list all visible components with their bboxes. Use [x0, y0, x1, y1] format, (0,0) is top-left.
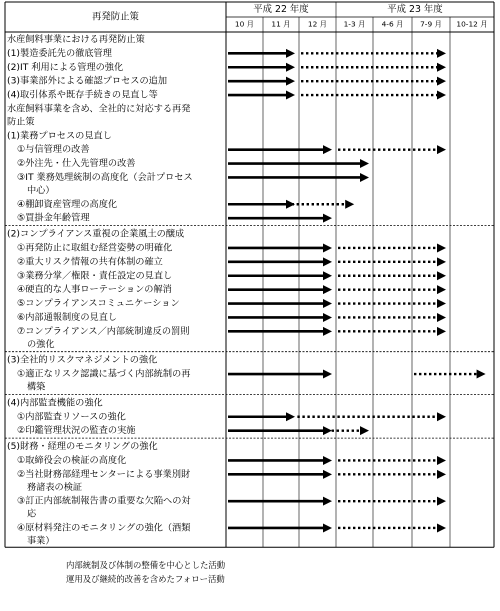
follow-up-arrow	[338, 257, 446, 266]
implementation-arrow	[228, 257, 332, 266]
arrow-head	[437, 271, 446, 280]
item-label: 水産飼料事業を含め、全社的に対応する再発	[7, 103, 191, 115]
follow-up-arrow	[301, 63, 446, 72]
item-label: ①与信管理の改善	[17, 144, 90, 156]
follow-up-arrow	[338, 313, 446, 322]
implementation-arrow	[228, 173, 369, 182]
implementation-arrow	[228, 159, 369, 168]
arrow-head	[437, 327, 446, 336]
fy-header: 平成 22 年度	[253, 4, 309, 15]
arrow-head	[323, 285, 332, 294]
item-label: ③IT 業務処理統制の高度化（会計プロセス	[17, 171, 193, 183]
item-label: (2)IT 利用による管理の強化	[7, 61, 124, 73]
implementation-arrow	[228, 49, 295, 58]
legend-label: 内部統制及び体制の整備を中心とした活動	[66, 559, 226, 570]
month-header: 11 月	[271, 19, 291, 29]
month-header: 1-3 月	[343, 19, 366, 29]
item-label: 務諸表の検証	[27, 481, 83, 493]
item-label: (2)コンプライアンス重視の企業風土の醸成	[7, 228, 185, 240]
month-header: 7-9 月	[420, 19, 442, 29]
arrow-head	[323, 299, 332, 308]
arrow-head	[437, 91, 446, 100]
month-header: 10-12 月	[456, 19, 488, 29]
arrow-head	[437, 145, 446, 154]
arrow-head	[323, 214, 332, 223]
arrow-head	[477, 370, 486, 379]
item-label: 防止策	[7, 116, 35, 128]
implementation-arrow	[228, 370, 332, 379]
arrow-head	[437, 470, 446, 479]
arrow-head	[360, 159, 369, 168]
implementation-arrow	[228, 523, 332, 532]
item-label: ③訂正内部統制報告書の重要な欠陥への対	[17, 495, 191, 507]
follow-up-arrow	[338, 285, 446, 294]
follow-up-arrow	[297, 412, 446, 421]
follow-up-arrow	[301, 77, 446, 86]
follow-up-arrow	[338, 523, 446, 532]
follow-up-arrow	[338, 456, 446, 465]
arrow-head	[323, 456, 332, 465]
arrow-head	[437, 257, 446, 266]
implementation-arrow	[228, 91, 295, 100]
implementation-arrow	[228, 200, 295, 209]
arrow-head	[437, 63, 446, 72]
item-label: (4)内部監査機能の強化	[7, 397, 103, 409]
item-label: 事業）	[27, 535, 55, 547]
arrow-head	[286, 63, 295, 72]
month-header: 4-6 月	[381, 19, 404, 29]
implementation-arrow	[228, 299, 332, 308]
arrow-head	[323, 497, 332, 506]
follow-up-arrow	[301, 91, 446, 100]
follow-up-arrow	[301, 49, 446, 58]
item-label: (1)業務プロセスの見直し	[7, 130, 112, 142]
arrow-head	[437, 497, 446, 506]
item-label: (3)事業部外による確認プロセスの追加	[7, 75, 168, 87]
implementation-arrow	[228, 285, 332, 294]
follow-up-arrow	[338, 327, 446, 336]
arrow-head	[323, 243, 332, 252]
item-label: ②重大リスク情報の共有体制の確立	[17, 256, 163, 268]
implementation-arrow	[228, 145, 332, 154]
implementation-arrow	[228, 243, 332, 252]
item-label: ④硬直的な人事ローテーションの解消	[17, 284, 172, 296]
item-label: ③業務分掌／権限・責任設定の見直し	[17, 270, 173, 282]
follow-up-arrow	[287, 200, 355, 209]
item-label: ①適正なリスク認識に基づく内部統制の再	[17, 368, 191, 380]
item-label: (3)全社的リスクマネジメントの強化	[7, 354, 158, 366]
arrow-head	[360, 173, 369, 182]
arrow-head	[323, 257, 332, 266]
implementation-arrow	[228, 456, 332, 465]
legend-label: 運用及び継続的改善を含めたフォロー活動	[66, 573, 225, 584]
arrow-head	[437, 523, 446, 532]
arrow-head	[437, 77, 446, 86]
follow-up-arrow	[338, 271, 446, 280]
follow-up-arrow	[338, 497, 446, 506]
month-header: 12 月	[307, 19, 328, 29]
item-label: ①取締役会の検証の高度化	[17, 454, 127, 466]
item-label: ①内部監査リソースの強化	[17, 411, 126, 423]
implementation-arrow	[228, 77, 295, 86]
implementation-arrow	[228, 497, 332, 506]
arrow-head	[323, 523, 332, 532]
implementation-arrow	[228, 271, 332, 280]
item-label: (4)取引体系や既存手続きの見直し等	[7, 89, 158, 101]
implementation-arrow	[228, 327, 332, 336]
arrow-head	[323, 145, 332, 154]
arrow-head	[437, 412, 446, 421]
arrow-head	[286, 49, 295, 58]
implementation-arrow	[228, 63, 295, 72]
item-label: の強化	[27, 338, 55, 350]
item-label: ①再発防止に取組む経営姿勢の明確化	[17, 242, 173, 254]
arrow-head	[323, 327, 332, 336]
arrow-head	[437, 456, 446, 465]
item-label: ②当社財務部経理センターによる事業別財	[17, 468, 191, 480]
item-label: ④原材料発注のモニタリングの強化（酒類	[17, 522, 191, 534]
follow-up-arrow	[338, 299, 446, 308]
arrow-head	[286, 77, 295, 86]
arrow-head	[286, 91, 295, 100]
arrow-head	[437, 285, 446, 294]
item-label: 構築	[27, 381, 46, 393]
arrow-head	[323, 271, 332, 280]
arrow-head	[286, 412, 295, 421]
arrow-head	[437, 299, 446, 308]
column-title: 再発防止策	[92, 11, 139, 23]
item-label: ②印鑑管理状況の監査の実施	[17, 425, 136, 437]
implementation-arrow	[228, 412, 295, 421]
arrow-head	[323, 370, 332, 379]
arrow-head	[345, 200, 354, 209]
arrow-head	[437, 313, 446, 322]
implementation-arrow	[228, 426, 332, 435]
follow-up-arrow	[338, 243, 446, 252]
arrow-head	[437, 49, 446, 58]
follow-up-arrow	[338, 470, 446, 479]
month-header: 10 月	[234, 19, 255, 29]
arrow-head	[437, 243, 446, 252]
fy-header: 平成 23 年度	[387, 4, 443, 15]
item-label: ⑤コンプライアンスコミュニケーション	[17, 298, 180, 310]
item-label: 水産飼料事業における再発防止策	[7, 33, 145, 45]
item-label: ⑦コンプライアンス／内部統制違反の罰則	[17, 325, 190, 337]
implementation-arrow	[228, 470, 332, 479]
implementation-arrow	[228, 214, 332, 223]
item-label: (1)製造委託先の徹底管理	[7, 47, 112, 59]
arrow-head	[323, 313, 332, 322]
item-label: (5)財務・経理のモニタリングの強化	[7, 441, 158, 453]
item-label: 応	[27, 508, 37, 520]
item-label: ⑤買掛金年齢管理	[17, 212, 90, 224]
item-label: 中心）	[27, 184, 55, 196]
item-label: ④棚卸資産管理の高度化	[17, 198, 118, 210]
implementation-arrow	[228, 313, 332, 322]
arrow-head	[323, 470, 332, 479]
item-label: ②外注先・仕入先管理の改善	[17, 158, 136, 170]
follow-up-arrow	[338, 145, 446, 154]
arrow-head	[360, 426, 369, 435]
item-label: ⑥内部通報制度の見直し	[17, 311, 118, 323]
